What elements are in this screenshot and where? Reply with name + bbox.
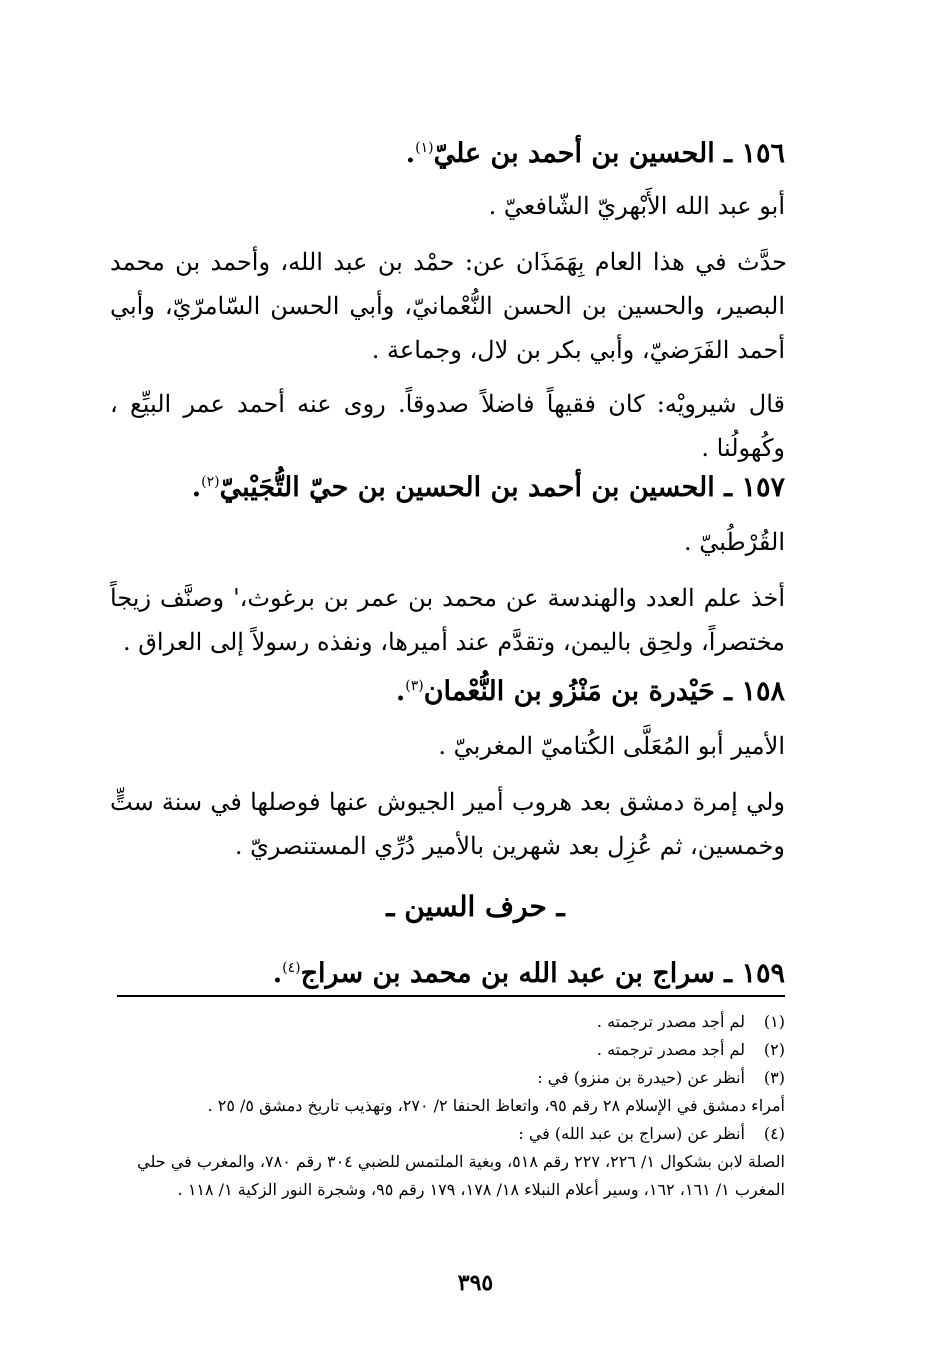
entry-156 <box>110 128 785 470</box>
entry-157 <box>110 462 785 664</box>
footnote-ref[interactable]: (١) <box>415 140 434 156</box>
entry-heading: ١٥٩ ـ سراج بن عبد الله بن محمد بن سراج$^{(٤)}$. <box>272 958 785 989</box>
footnote-3 <box>110 1064 785 1092</box>
footnote-text: أنظر عن (سراج بن عبد الله) في : <box>518 1124 745 1143</box>
footnote-number: (٤) <box>763 1124 785 1143</box>
entry-paragraph: أخذ علم العدد والهندسة عن محمد بن عمر بن برغوث،' وصنَّف زيجاً مختصراً، ولحِق باليمن، وتقدَّم عند أميرها، ونفذه رسولاً إلى العراق . <box>110 584 785 656</box>
entry-heading: ١٥٧ ـ الحسين بن أحمد بن الحسين بن حيّ التُّجَيْبيّ$^{(٢)}$. <box>191 472 785 503</box>
footnote-number: (٣) <box>763 1068 785 1087</box>
entry-paragraph: حدَّث في هذا العام بِهَمَذَان عن: حمْد بن عبد الله، وأحمد بن محمد البصير، والحسين بن الحسن النُّعْمانيّ، وأبي الحسن السّامرّيّ، وأبي أحمد الفَرَضيّ، وأبي بكر بن لال، وجماعة . <box>110 248 787 364</box>
footnote-number: (١) <box>763 1012 785 1031</box>
footnote-text: أنظر عن (حيدرة بن منزو) في : <box>537 1068 745 1087</box>
footnote-text: لم أجد مصدر ترجمته . <box>596 1012 745 1031</box>
footnote-ref[interactable]: (٢) <box>201 474 220 490</box>
entry-heading: ١٥٦ ـ الحسين بن أحمد بن عليّ$^{(١)}$. <box>405 138 785 169</box>
footnotes <box>110 1008 785 1204</box>
entry-158 <box>110 666 785 868</box>
section-title: ـ حرف السين ـ <box>386 890 565 923</box>
footnote-number: (٢) <box>763 1040 785 1059</box>
entry-paragraph: قال شيرويْه: كان فقيهاً فاضلاً صدوقاً. روى عنه أحمد عمر البيِّع ، وكُهولُنا . <box>110 390 785 462</box>
entry-heading: ١٥٨ ـ حَيْدرة بن مَنْزُو بن النُّعْمان$^{(٣)}$. <box>395 676 785 707</box>
entry-159 <box>110 948 785 994</box>
entry-subtitle: أبو عبد الله الأَبْهريّ الشّافعيّ . <box>488 192 785 220</box>
entry-paragraph: ولي إمرة دمشق بعد هروب أمير الجيوش عنها فوصلها في سنة ستٍّ وخمسين، ثم عُزِل بعد شهرين بالأمير دُرِّي المستنصريّ . <box>110 788 785 860</box>
page-number: ٣٩٥ <box>457 1270 494 1296</box>
footnote-1 <box>110 1008 785 1036</box>
footnote-2 <box>110 1036 785 1064</box>
footnote-ref[interactable]: (٣) <box>405 678 424 694</box>
footnote-text: الصلة لابن بشكوال ١/ ٢٢٦، ٢٢٧ رقم ٥١٨، وبغية الملتمس للضبي ٣٠٤ رقم ٧٨٠، والمغرب في حلي المغرب ١/ ١٦١، ١٦٢، وسير أعلام النبلاء ١٨/ ١٧٨، ١٧٩ رقم ٩٥، وشجرة النور الزكية ١/ ١١٨ . <box>137 1152 785 1199</box>
footnote-divider <box>117 995 785 997</box>
entry-subtitle: الأمير أبو المُعَلَّى الكُتاميّ المغربيّ . <box>438 732 785 760</box>
footnote-ref[interactable]: (٤) <box>282 960 301 976</box>
footnote-4 <box>110 1120 785 1148</box>
footnote-text: أمراء دمشق في الإسلام ٢٨ رقم ٩٥، واتعاظ الحنفا ٢/ ٢٧٠، وتهذيب تاريخ دمشق ٥/ ٢٥ . <box>207 1096 785 1115</box>
footnote-text: لم أجد مصدر ترجمته . <box>596 1040 745 1059</box>
entry-subtitle: القُرْطُبيّ . <box>684 528 785 556</box>
